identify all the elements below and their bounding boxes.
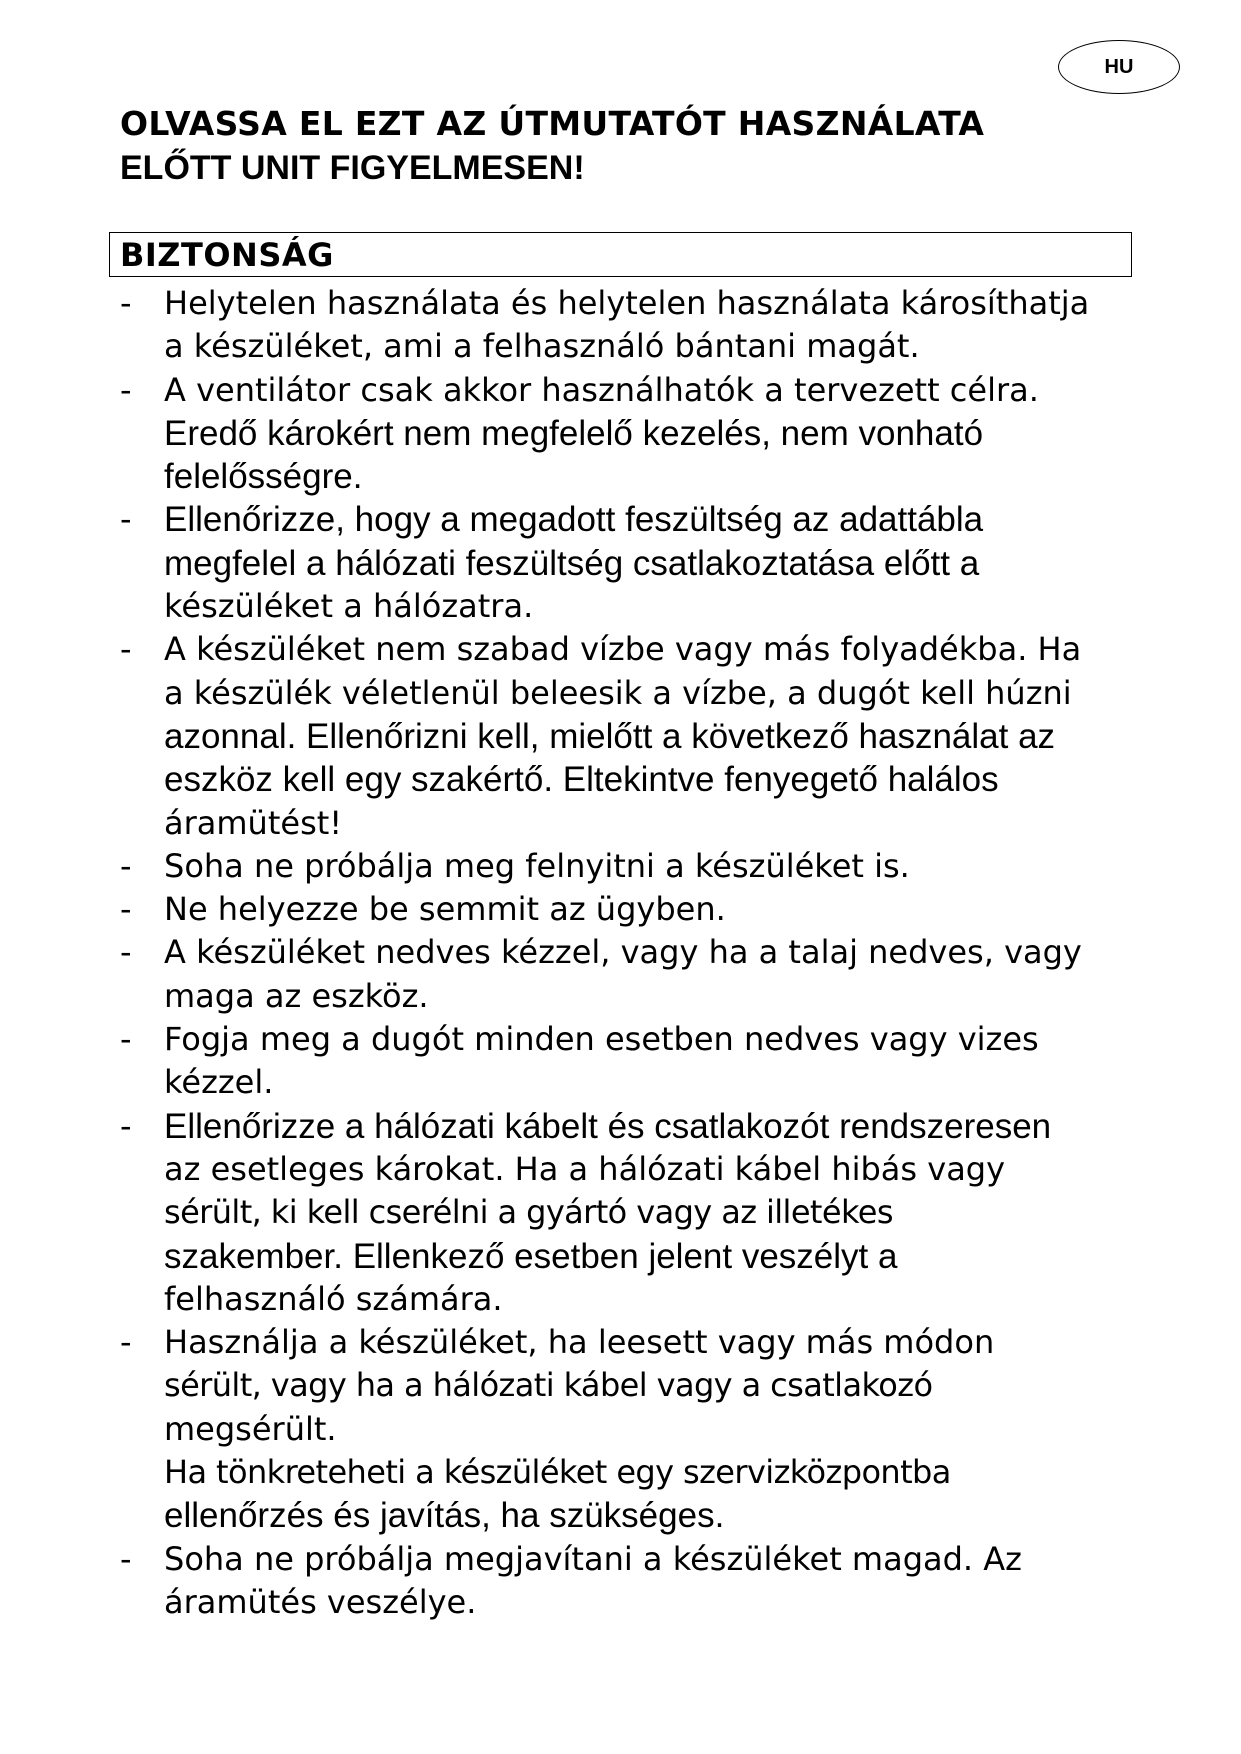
list-item <box>120 1321 1140 1537</box>
document-title <box>120 102 1120 190</box>
bullet-dash: - <box>120 370 132 409</box>
list-line: A készüléket nedves kézzel, vagy ha a talaj nedves, vagy <box>164 933 1082 972</box>
list-item <box>120 282 1140 369</box>
list-item <box>120 845 1140 888</box>
list-line: Ha tönkreteheti a készüléket egy szervizközpontba <box>164 1453 951 1492</box>
safety-list <box>120 282 1140 1624</box>
list-line: A ventilátor csak akkor használhatók a tervezett célra. <box>164 370 1039 409</box>
list-line: az esetleges károkat. Ha a hálózati kábel hibás vagy <box>164 1149 1006 1188</box>
list-line: maga az eszköz. <box>164 976 429 1015</box>
list-item <box>120 888 1140 931</box>
list-line: készüléket a hálózatra. <box>164 587 534 626</box>
list-line: felhasználó számára. <box>164 1279 503 1318</box>
list-line: Ellenőrizze, hogy a megadott feszültség az adattábla <box>164 500 984 540</box>
list-item <box>120 498 1140 628</box>
section-title: BIZTONSÁG <box>120 235 334 274</box>
list-item <box>120 1105 1140 1321</box>
list-item <box>120 931 1140 1018</box>
language-badge <box>1058 40 1180 94</box>
bullet-dash: - <box>120 284 132 322</box>
bullet-dash: - <box>120 846 132 885</box>
list-line: azonnal. Ellenőrizni kell, mielőtt a következő használat az <box>164 716 1056 756</box>
list-item <box>120 1018 1140 1105</box>
list-line: áramütés veszélye. <box>164 1582 477 1621</box>
bullet-dash: - <box>120 1539 132 1578</box>
list-line: Fogja meg a dugót minden esetben nedves vagy vizes <box>164 1020 1039 1059</box>
bullet-dash: - <box>120 1020 132 1059</box>
list-line: sérült, vagy ha a hálózati kábel vagy a csatlakozó <box>164 1366 933 1405</box>
list-line: szakember. Ellenkező esetben jelent veszélyt a <box>164 1236 898 1276</box>
list-line: megfelel a hálózati feszültség csatlakoztatása előtt a <box>164 543 980 583</box>
list-line: megsérült. <box>164 1409 337 1448</box>
title-line-2: ELŐTT UNIT FIGYELMESEN! <box>120 149 585 187</box>
bullet-dash: - <box>120 933 132 972</box>
list-line: felelősségre. <box>164 457 363 497</box>
list-line: a készüléket, ami a felhasználó bántani magát. <box>164 327 920 366</box>
list-item <box>120 628 1140 844</box>
bullet-dash: - <box>120 1323 132 1362</box>
list-line: Eredő károkért nem megfelelő kezelés, nem vonható <box>164 413 984 453</box>
list-line: Ellenőrizze a hálózati kábelt és csatlakozót rendszeresen <box>164 1106 1052 1146</box>
bullet-dash: - <box>120 1106 132 1145</box>
list-line: Soha ne próbálja megjavítani a készüléket magad. Az <box>164 1539 1022 1578</box>
title-line-1: OLVASSA EL EZT AZ ÚTMUTATÓT HASZNÁLATA <box>120 104 985 143</box>
list-line: ellenőrzés és javítás, ha szükséges. <box>164 1496 725 1536</box>
language-code: HU <box>1104 55 1134 78</box>
list-line: kézzel. <box>164 1063 274 1102</box>
list-line: Ne helyezze be semmit az ügyben. <box>164 890 726 929</box>
list-line: Helytelen használata és helytelen használata károsíthatja <box>164 284 1090 322</box>
list-item <box>120 1538 1140 1625</box>
list-line: a készülék véletlenül beleesik a vízbe, a dugót kell húzni <box>164 673 1072 712</box>
list-line: Használja a készüléket, ha leesett vagy más módon <box>164 1323 995 1362</box>
list-line: áramütést! <box>164 803 343 842</box>
section-header-box <box>109 232 1132 277</box>
bullet-dash: - <box>120 890 132 929</box>
list-line: Soha ne próbálja meg felnyitni a készüléket is. <box>164 846 910 885</box>
bullet-dash: - <box>120 630 132 669</box>
list-line: A készüléket nem szabad vízbe vagy más folyadékba. Ha <box>164 630 1082 669</box>
list-item <box>120 369 1140 499</box>
list-line: eszköz kell egy szakértő. Eltekintve fenyegető halálos <box>164 760 999 800</box>
bullet-dash: - <box>120 500 132 539</box>
list-line: sérült, ki kell cserélni a gyártó vagy az illetékes <box>164 1193 893 1232</box>
